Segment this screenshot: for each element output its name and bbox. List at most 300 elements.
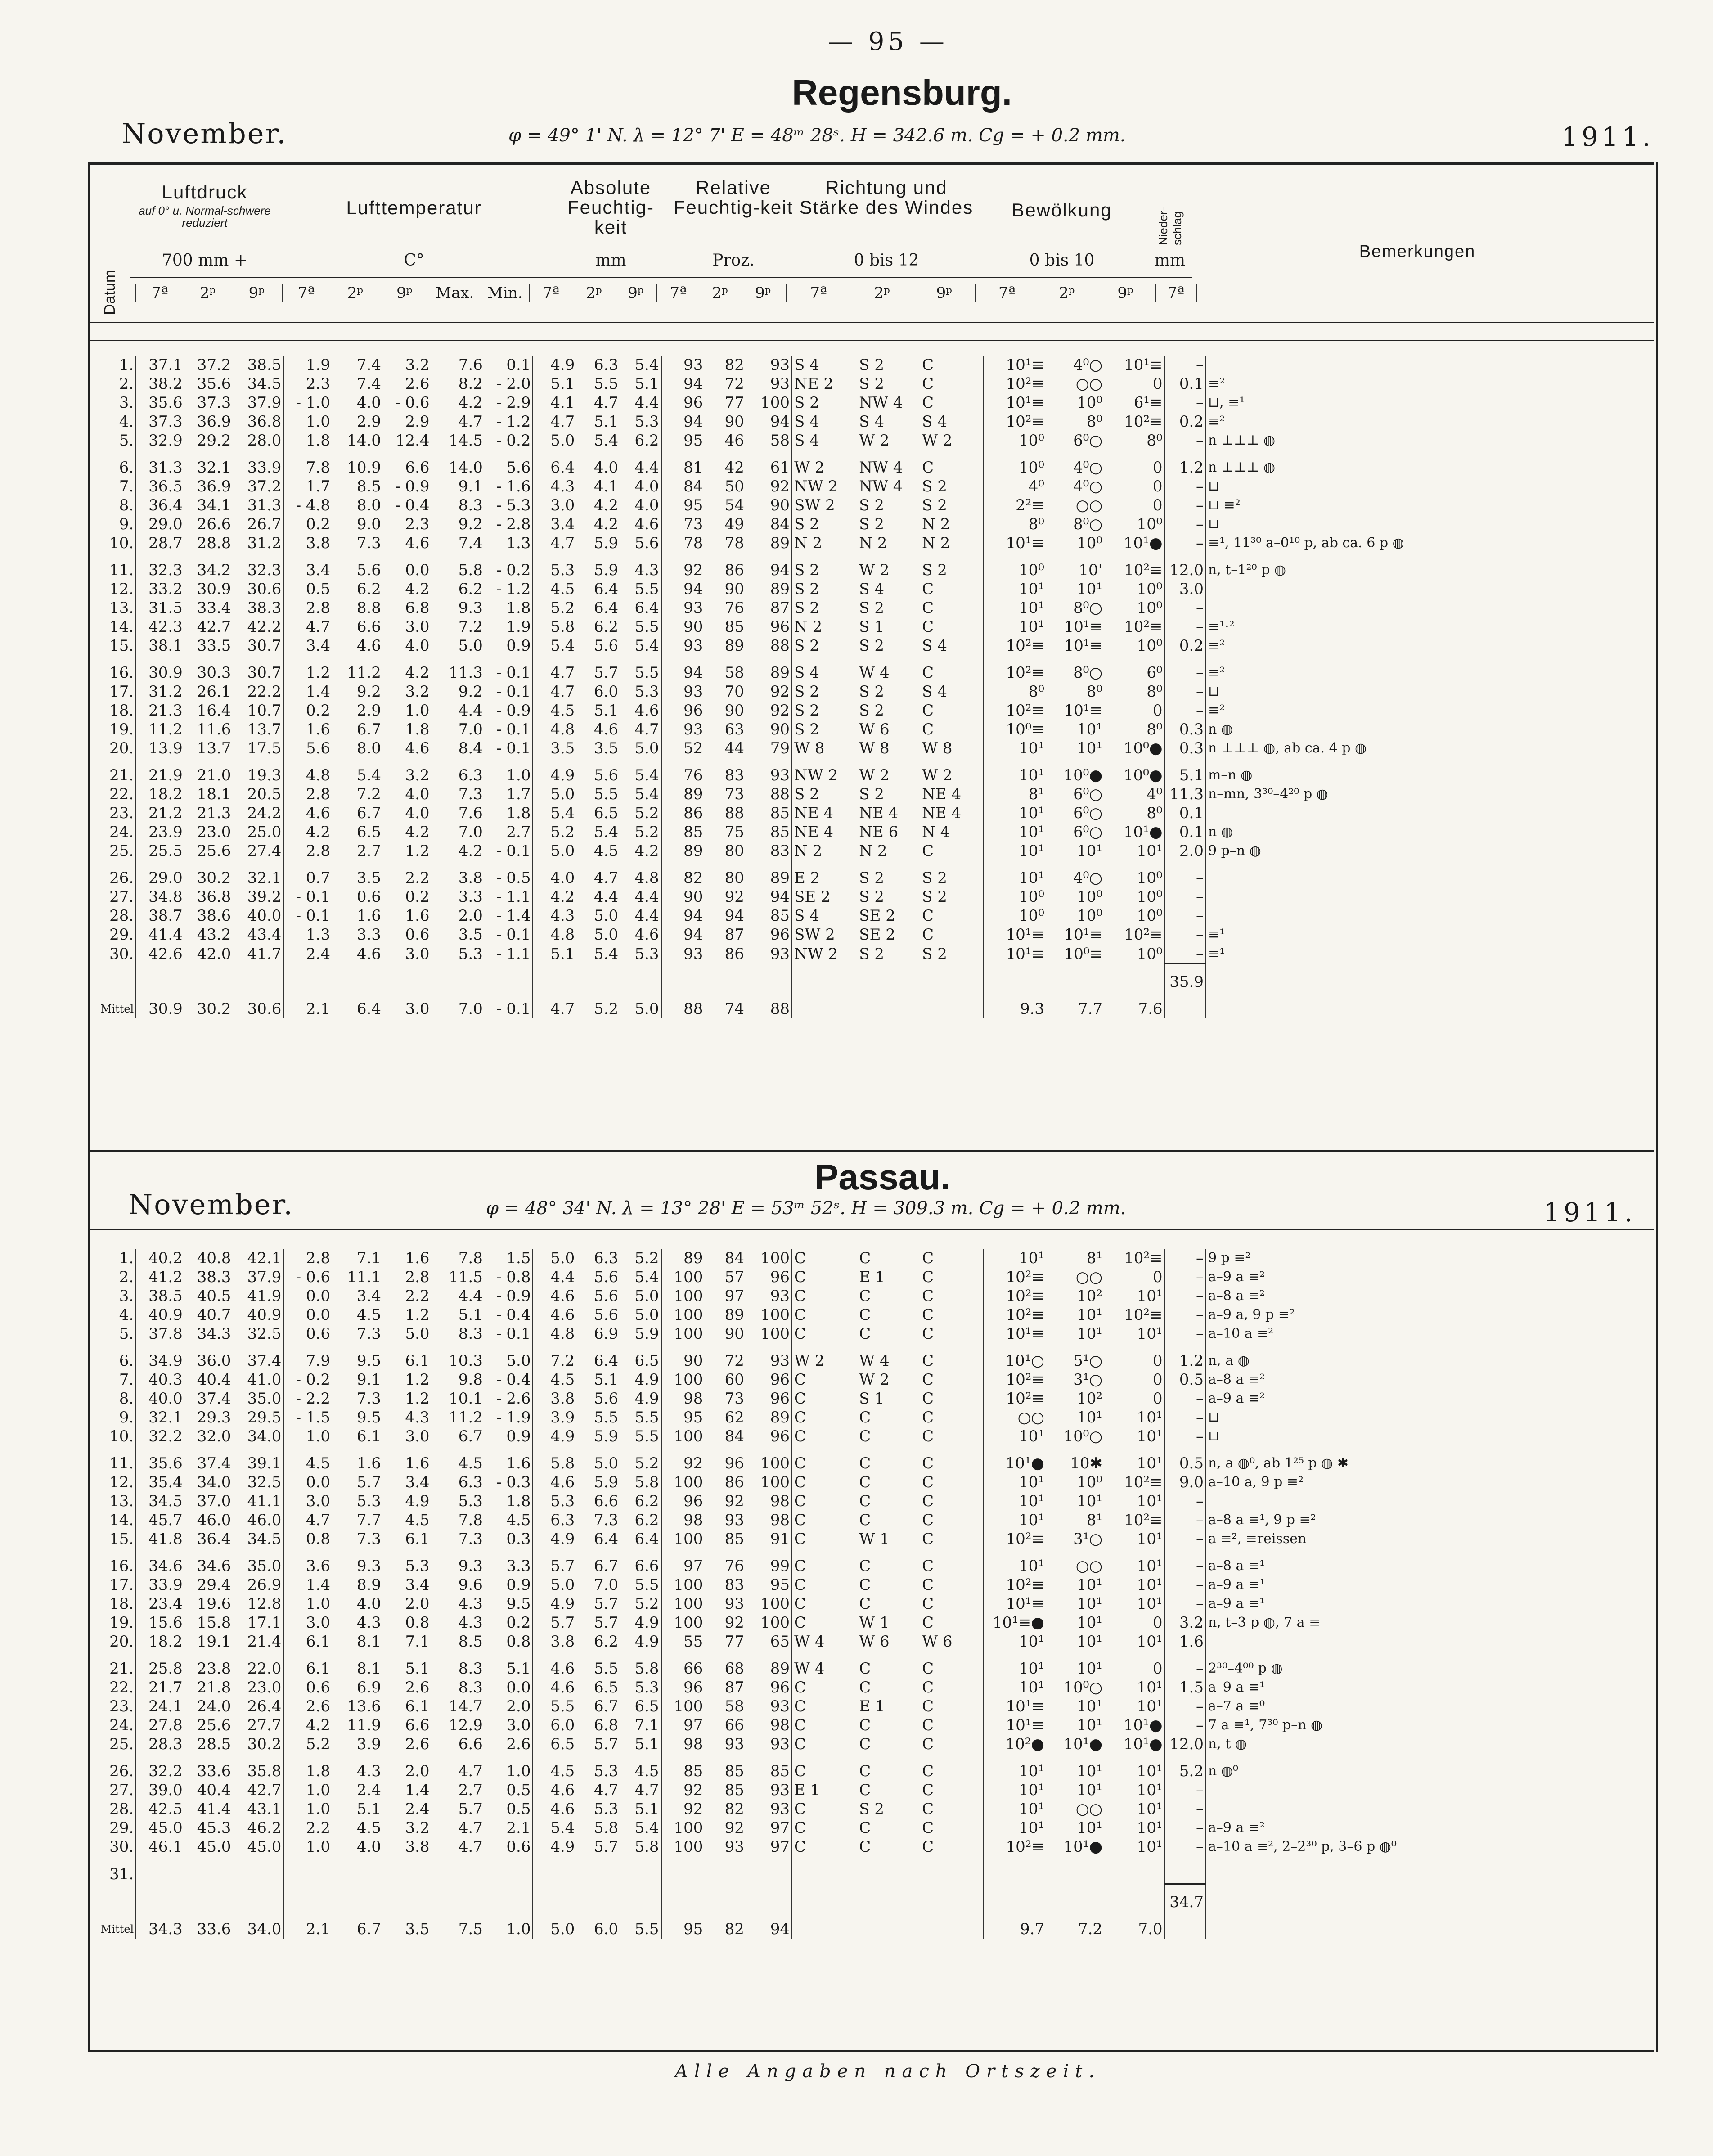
cell-p2: 46.0 [197,1511,231,1529]
cell-a2: 5.4 [594,945,619,963]
cell-p9: 37.9 [233,1268,283,1287]
cell-p7: 40.2 [148,1249,183,1267]
cell-r7: 93 [683,945,703,963]
cell-r2: 70 [724,683,744,701]
cell-t7: 1.7 [306,477,330,495]
cell-tmax: 7.8 [458,1249,483,1267]
cell-a7: 4.6 [550,1800,575,1818]
cell-a9: 5.0 [620,1287,661,1305]
mean-w9 [920,991,983,1018]
cell-nied: – [1165,887,1206,906]
table-row [90,682,1651,701]
cell-b9: 0 [1104,1651,1164,1678]
cell-t7: 2.8 [306,599,330,617]
table-row [90,860,1651,887]
cell-p9: 32.1 [233,860,283,887]
cell-w9: S 2 [920,860,983,887]
cell-r7: 90 [683,1352,703,1370]
table-row [90,1818,1651,1837]
cell-tmin: 0.8 [485,1632,533,1651]
cell-w2: S 2 [859,869,885,887]
cell-datum: 16. [90,1548,136,1575]
cell-tmax: 8.2 [458,375,483,393]
cell-datum: 21. [90,758,136,785]
cell-w9: C [920,1408,983,1427]
cell-b7: 10²≡ [1006,664,1044,682]
cell-datum: 29. [90,925,136,944]
cell-w9: N 2 [920,515,983,534]
cell-datum: 25. [90,1735,136,1754]
cell-w7: N 2 [794,842,823,860]
cell-b9: 10²≡ [1104,1249,1164,1268]
cell-datum: 2. [90,374,136,393]
year-label-passau: 1911. [1543,1197,1637,1228]
cell-a7: 7.2 [550,1352,575,1370]
table-row [90,1249,1651,1268]
cell-nied: – [1165,617,1206,636]
cell-p9: 34.5 [233,1530,283,1548]
cell-a7: 5.2 [550,599,575,617]
cell-w2: C [859,1557,871,1575]
cell-bemerk [1206,1632,1651,1651]
cell-tmin: 1.7 [485,785,533,804]
table-row [90,1651,1651,1678]
cell-r7: 92 [683,1800,703,1818]
cell-datum: 31. [90,1856,136,1884]
cell-nied: 0.2 [1165,636,1206,655]
cell-t2: 7.4 [356,375,381,393]
cell-r7: 100 [674,1325,703,1343]
cell-t7: 0.5 [306,580,330,598]
cell-tmax: 8.3 [458,1325,483,1343]
cell-r7: 95 [683,496,703,514]
cell-t7: 2.4 [306,945,330,963]
cell-a9: 5.1 [620,1800,661,1818]
cell-r7: 93 [683,356,703,374]
mean-r2: 82 [724,1920,744,1938]
cell-w2: N 2 [859,842,887,860]
cell-b2: 10⁰○ [1063,1427,1103,1445]
cell-b9: 4⁰ [1104,785,1164,804]
cell-a2: 5.6 [594,1390,619,1408]
cell-p9: 41.0 [233,1370,283,1389]
cell-b2: 10² [1077,1390,1103,1408]
total-row-blank [432,964,485,992]
cell-a7: 5.3 [550,561,575,579]
cell-bemerk: a–7 a ≡⁰ [1208,1698,1265,1714]
cell-w2: NW 4 [859,394,903,412]
cell-datum: 7. [90,477,136,496]
cell-p2: 28.8 [197,534,231,552]
cell-b9: 10¹ [1104,1697,1164,1716]
cell-a7: 4.5 [550,702,575,720]
mean-p9: 34.0 [233,1912,283,1939]
cell-b2: 10⁰ [1077,534,1103,552]
cell-a9: 5.4 [620,758,661,785]
header-nied-unit: mm [1154,251,1186,270]
cell-p2: 43.2 [197,926,231,944]
cell-p9: 32.5 [233,1324,283,1343]
total-row-blank [661,1884,705,1912]
cell-w2: S 2 [859,945,885,963]
cell-r9: 100 [746,1473,792,1492]
cell-tmin: 2.1 [485,1818,533,1837]
cell-b9: 0 [1104,1389,1164,1408]
cell-w2: W 4 [859,664,890,682]
cell-w2: NW 4 [859,477,903,495]
cell-bemerk [1206,356,1651,374]
table-row [90,720,1651,739]
cell-p9: 30.7 [233,655,283,682]
mean-p2: 33.6 [197,1920,231,1938]
cell-r7: 100 [674,1614,703,1632]
cell-tmin: - 0.2 [485,431,533,450]
cell-p9: 22.2 [233,682,283,701]
cell-a2: 6.6 [594,1492,619,1510]
cell-p9: 41.1 [233,1492,283,1511]
cell-datum: 19. [90,1613,136,1632]
cell-t2: 5.1 [356,1800,381,1818]
cell-a2: 5.5 [594,785,619,803]
cell-a9: 6.4 [620,1530,661,1548]
cell-a7: 4.7 [550,413,575,431]
cell-w2: C [859,1735,871,1753]
cell-nied: – [1165,925,1206,944]
cell-a7: 5.2 [550,823,575,841]
cell-t7: - 2.2 [296,1390,330,1408]
cell-r2: 93 [724,1595,744,1613]
cell-r2: 58 [724,664,744,682]
cell-w9: C [920,925,983,944]
cell-p7: 32.2 [148,1762,183,1780]
cell-t9: 2.8 [405,1268,430,1286]
cell-b7: 10²≡ [1006,1530,1044,1548]
header-lufttemperatur-unit: C° [404,251,424,270]
cell-w2: C [859,1511,871,1529]
cell-r7: 55 [683,1633,703,1651]
cell-p7: 13.9 [148,739,183,757]
cell-bemerk: ⊔, ≡¹ [1208,395,1245,410]
cell-w2: NW 4 [859,459,903,477]
cell-w7: E 2 [794,869,820,887]
cell-p2: 40.7 [197,1306,231,1324]
total-row-blank [90,964,136,992]
cell-r7: 100 [674,1576,703,1594]
cell-w9: N 4 [920,823,983,842]
cell-t7: 2.3 [306,375,330,393]
cell-p2: 29.2 [197,432,231,450]
cell-p9: 35.0 [233,1389,283,1408]
cell-bemerk [1206,599,1651,617]
cell-b2: 10⁰ [1077,907,1103,925]
cell-p7: 29.0 [148,869,183,887]
cell-a2: 6.7 [594,1697,619,1715]
station-coordinates-passau: φ = 48° 34' N. λ = 13° 28' E = 53ᵐ 52ˢ. H = 309.3 m. Cg = + 0.2 mm. [486,1198,1126,1219]
cell-datum: 25. [90,842,136,860]
cell-tmin: - 2.6 [485,1389,533,1408]
cell-w2: C [859,1595,871,1613]
cell-r2: 82 [724,1800,744,1818]
cell-p2: 33.5 [197,637,231,655]
total-row-blank [746,1884,792,1912]
cell-p9: 29.5 [233,1408,283,1427]
table-row [90,655,1651,682]
cell-b7: 10¹ [1019,1473,1044,1491]
cell-tmin: 2.7 [485,823,533,842]
cell-tmax: 11.3 [449,664,483,682]
cell-datum: 5. [90,1324,136,1343]
cell-t7: 0.8 [306,1530,330,1548]
cell-t9: 1.2 [405,1371,430,1389]
cell-w7: C [794,1287,806,1305]
cell-p9: 17.5 [233,739,283,758]
cell-bemerk: a–8 a ≡² [1208,1372,1265,1387]
header-wind: Richtung und Stärke des Windes [799,177,974,218]
cell-tmax: 4.2 [458,842,483,860]
cell-nied: – [1165,682,1206,701]
cell-r7: 93 [683,683,703,701]
cell-r2: 90 [724,413,744,431]
cell-r2: 80 [724,869,744,887]
cell-t7: 3.0 [306,1614,330,1632]
cell-tmin: 0.3 [485,1530,533,1548]
cell-p7: 42.5 [148,1800,183,1818]
cell-p7: 36.5 [148,477,183,495]
cell-w2: S 2 [859,888,885,906]
cell-w2: C [859,1427,871,1445]
cell-a9: 5.5 [620,580,661,599]
cell-p2: 40.5 [197,1287,231,1305]
cell-r9: 93 [746,1343,792,1370]
cell-w2: C [859,1492,871,1510]
cell-a9: 6.2 [620,1511,661,1530]
cell-w9: C [920,450,983,477]
cell-b7: 10⁰ [1019,907,1044,925]
cell-bemerk: n–mn, 3³⁰–4²⁰ p ◍ [1208,786,1328,802]
cell-w9: S 4 [920,636,983,655]
cell-t2: 3.9 [356,1735,381,1753]
cell-bemerk: n ◍ [1208,721,1233,737]
cell-b2: 10¹ [1077,1697,1103,1715]
cell-r9: 96 [746,925,792,944]
cell-nied: 12.0 [1165,1735,1206,1754]
passau-table [90,1249,1651,1939]
cell-nied: – [1165,944,1206,964]
cell-nied: – [1165,1511,1206,1530]
cell-b9: 10²≡ [1104,925,1164,944]
cell-a9: 4.9 [620,1613,661,1632]
cell-b7: 10¹ [1019,1781,1044,1799]
mean-b9: 7.6 [1104,991,1164,1018]
total-row [90,964,1651,992]
cell-b2: 6⁰○ [1073,785,1103,803]
cell-tmax: 3.8 [458,869,483,887]
cell-tmax: 14.0 [449,459,483,477]
cell-w7: S 2 [794,637,819,655]
cell-p7: 30.9 [148,664,183,682]
cell-datum: 30. [90,1837,136,1856]
cell-a2: 7.3 [594,1511,619,1529]
cell-a7: 4.7 [550,683,575,701]
cell-p9: 26.4 [233,1697,283,1716]
table-row [90,496,1651,515]
cell-a9: 4.6 [620,701,661,720]
cell-a7: 5.8 [550,618,575,636]
cell-b9: 10¹ [1104,1632,1164,1651]
total-row-blank [383,1884,432,1912]
cell-a2: 5.9 [594,561,619,579]
cell-b9: 0 [1104,450,1164,477]
cell-a2: 6.9 [594,1325,619,1343]
cell-r9: 85 [746,1754,792,1781]
cell-t9: 2.2 [405,869,430,887]
cell-r7: 96 [683,1679,703,1697]
cell-b2: 6⁰○ [1073,432,1103,450]
cell-a2: 5.9 [594,534,619,552]
cell-b2: 10¹ [1077,842,1103,860]
cell-t7: - 0.2 [296,1371,330,1389]
cell-tmax: 5.3 [458,1492,483,1510]
cell-w7: S 2 [794,702,819,720]
subheader-blank [90,284,135,302]
cell-r2: 85 [724,1781,744,1799]
cell-a7: 3.9 [550,1409,575,1427]
cell-b9: 10²≡ [1104,617,1164,636]
cell-a2: 6.2 [594,1633,619,1651]
cell-a9: 4.4 [620,887,661,906]
cell-w2: W 2 [859,766,890,784]
cell-b7: 8⁰ [1028,683,1044,701]
cell-t9: 7.1 [405,1633,430,1651]
cell-w9: C [920,1697,983,1716]
cell-w9: S 2 [920,944,983,964]
cell-a9: 5.5 [620,617,661,636]
cell-t2: 7.2 [356,785,381,803]
cell-t2: 1.6 [356,907,381,925]
cell-t9: 0.8 [405,1614,430,1632]
cell-w7: S 4 [794,356,819,374]
cell-datum: 27. [90,887,136,906]
cell-p7: 45.0 [148,1819,183,1837]
cell-t7: 2.8 [306,785,330,803]
cell-w9: C [920,1716,983,1735]
cell-t9 [383,1856,432,1884]
cell-t2: 8.5 [356,477,381,495]
cell-datum: 6. [90,1343,136,1370]
table-row [90,553,1651,580]
cell-nied: – [1165,515,1206,534]
cell-a7: 4.2 [550,888,575,906]
cell-t9: 2.9 [405,413,430,431]
cell-t2: 6.7 [356,804,381,822]
cell-b2: 10² [1077,1287,1103,1305]
cell-p2: 37.4 [197,1454,231,1472]
cell-a2: 6.8 [594,1716,619,1734]
cell-bemerk [1206,887,1651,906]
table-row [90,477,1651,496]
total-row-blank [332,1884,383,1912]
total-row-blank [1104,964,1164,992]
cell-t7: - 0.6 [296,1268,330,1286]
cell-datum: 12. [90,1473,136,1492]
cell-datum: 2. [90,1268,136,1287]
cell-w2: SE 2 [859,907,895,925]
cell-w9: C [920,1473,983,1492]
cell-b2: 10¹ [1077,1595,1103,1613]
cell-b7: 10²≡ [1006,1287,1044,1305]
cell-p2 [184,1856,233,1884]
table-row [90,842,1651,860]
cell-p2: 32.0 [197,1427,231,1445]
cell-p7: 40.0 [148,1390,183,1408]
cell-bemerk: ≡¹, 11³⁰ a–0¹⁰ p, ab ca. 6 p ◍ [1208,535,1404,551]
cell-p9: 45.0 [233,1837,283,1856]
cell-p7: 38.2 [148,375,183,393]
cell-r2: 72 [724,375,744,393]
cell-tmin: - 2.8 [485,515,533,534]
cell-t9: 6.1 [405,1352,430,1370]
cell-a9: 5.8 [620,1473,661,1492]
cell-b2: 5¹○ [1073,1352,1103,1370]
cell-r9: 85 [746,804,792,823]
cell-a7: 4.8 [550,926,575,944]
cell-p9: 34.0 [233,1427,283,1446]
cell-w9 [920,1856,983,1884]
mean-w2 [857,991,920,1018]
cell-bemerk: ≡¹ [1208,945,1225,962]
cell-b9: 8⁰ [1104,431,1164,450]
cell-bemerk: 2³⁰–4⁰⁰ p ◍ [1208,1661,1283,1676]
cell-tmax: 5.0 [458,637,483,655]
cell-r7: 100 [674,1473,703,1491]
cell-a9: 5.5 [620,1408,661,1427]
mean-p7: 34.3 [148,1920,183,1938]
cell-r9: 89 [746,1651,792,1678]
cell-r2: 84 [724,1427,744,1445]
cell-w2: C [859,1249,871,1267]
cell-w7: C [794,1492,806,1510]
cell-bemerk [1206,906,1651,925]
cell-r9: 100 [746,1446,792,1473]
table-row [90,1268,1651,1287]
mean-t7: 2.1 [306,1920,330,1938]
cell-tmin: - 2.0 [485,374,533,393]
cell-r2: 96 [724,1454,744,1472]
cell-p2: 36.9 [197,477,231,495]
cell-t7: 2.2 [306,1819,330,1837]
cell-nied: 0.2 [1165,412,1206,431]
cell-t9: 3.2 [405,766,430,784]
subheader-t2: 2ᵖ [347,284,363,302]
cell-datum: 24. [90,823,136,842]
cell-w7: C [794,1679,806,1697]
cell-tmax: 8.3 [458,1660,483,1678]
cell-t2: 6.7 [356,720,381,738]
cell-r7: 100 [674,1371,703,1389]
cell-a9: 4.4 [620,393,661,412]
cell-tmin: 4.5 [485,1511,533,1530]
cell-b2: 10⁰● [1063,766,1103,784]
cell-b9: 10¹ [1104,1492,1164,1511]
cell-b7: 10⁰ [1019,888,1044,906]
cell-p7: 34.8 [148,888,183,906]
cell-w7: S 2 [794,580,819,598]
cell-p2: 30.9 [197,580,231,598]
mean-r9: 88 [746,991,792,1018]
cell-r9: 100 [746,393,792,412]
cell-r2: 60 [724,1371,744,1389]
cell-w7: C [794,1697,806,1715]
